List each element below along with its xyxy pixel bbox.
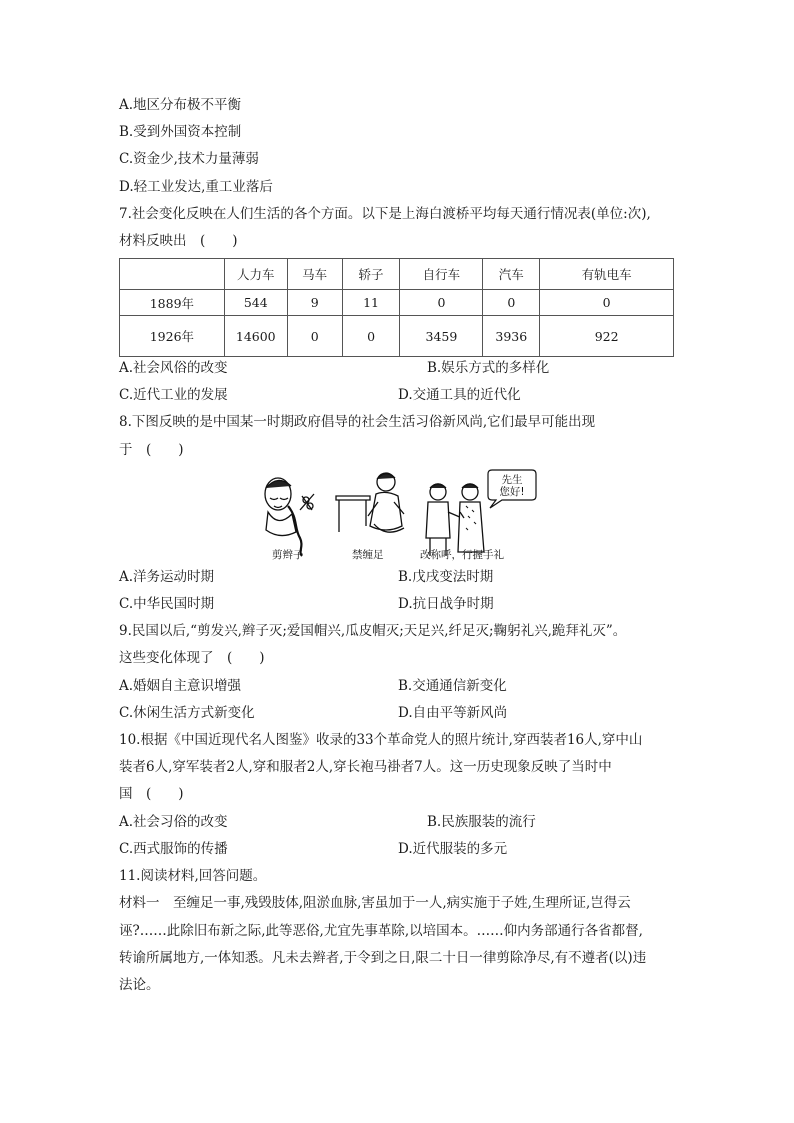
bubble-text-line1: 先生 — [501, 474, 523, 486]
q9-option-d: D.自由平等新风尚 — [398, 705, 508, 721]
q11-stem: 11.阅读材料,回答问题。 — [119, 868, 267, 884]
q7-option-c: C.近代工业的发展 — [119, 387, 228, 403]
table-cell: 1926年 — [120, 316, 225, 357]
q9-option-b: B.交通通信新变化 — [398, 678, 507, 694]
q8-stem-line1: 8.下图反映的是中国某一时期政府倡导的社会生活习俗新风尚,它们最早可能出现 — [119, 414, 596, 430]
q9-option-a: A.婚姻自主意识增强 — [119, 678, 242, 694]
q11-material-line4: 法论。 — [119, 977, 160, 993]
table-header-cell: 马车 — [287, 259, 342, 290]
table-cell: 0 — [400, 290, 483, 316]
table-cell: 14600 — [224, 316, 287, 357]
table-row — [120, 316, 674, 357]
table-header-cell: 轿子 — [342, 259, 400, 290]
q8-option-b: B.戊戌变法时期 — [398, 569, 494, 585]
q8-option-d: D.抗日战争时期 — [398, 596, 494, 612]
table-cell: 0 — [483, 290, 540, 316]
foot-binding-ban-figure — [336, 473, 404, 532]
table-cell: 0 — [540, 290, 674, 316]
table-cell: 3459 — [400, 316, 483, 357]
speech-bubble — [488, 470, 536, 508]
table-cell: 922 — [540, 316, 674, 357]
table-header-cell: 人力车 — [224, 259, 287, 290]
q8-option-a: A.洋务运动时期 — [119, 569, 215, 585]
q7-traffic-table — [119, 258, 674, 357]
caption-cut-queue: 剪辫子 — [272, 549, 304, 561]
table-cell: 0 — [342, 316, 400, 357]
table-header-cell: 有轨电车 — [540, 259, 674, 290]
table-cell: 1889年 — [120, 290, 225, 316]
q10-option-c: C.西式服饰的传播 — [119, 841, 228, 857]
q10-stem-line2: 装者6人,穿军装者2人,穿和服者2人,穿长袍马褂者7人。这一历史现象反映了当时中 — [119, 759, 612, 775]
table-cell: 9 — [287, 290, 342, 316]
q9-stem-line1: 9.民国以后,“剪发兴,辫子灭;爱国帽兴,瓜皮帽灭;天足兴,纤足灭;鞠躬礼兴,跪拜礼灭”。 — [119, 623, 627, 639]
q9-stem-line2: 这些变化体现了 ( ) — [119, 650, 265, 666]
handshake-figure — [426, 484, 484, 556]
q7-option-d: D.交通工具的近代化 — [398, 387, 521, 403]
q6-option-b: B.受到外国资本控制 — [119, 124, 242, 140]
queue-cutting-figure — [265, 478, 314, 556]
table-cell: 11 — [342, 290, 400, 316]
q10-stem-line1: 10.根据《中国近现代名人图鉴》收录的33个革命党人的照片统计,穿西装者16人,穿中山 — [119, 732, 643, 748]
q7-option-b: B.娱乐方式的多样化 — [427, 360, 550, 376]
table-header-cell: 自行车 — [400, 259, 483, 290]
table-cell: 0 — [287, 316, 342, 357]
q8-stem-line2: 于 ( ) — [119, 442, 184, 458]
q9-option-c: C.休闲生活方式新变化 — [119, 705, 255, 721]
table-header-cell: 汽车 — [483, 259, 540, 290]
table-header-cell — [120, 259, 225, 290]
bubble-text-line2: 您好! — [499, 486, 525, 498]
q7-stem-line2: 材料反映出 ( ) — [119, 233, 238, 249]
table-header-row — [120, 259, 674, 290]
q10-option-b: B.民族服装的流行 — [427, 814, 536, 830]
q6-option-d: D.轻工业发达,重工业落后 — [119, 179, 273, 195]
caption-handshake: 改称呼，行握手礼 — [420, 549, 504, 561]
q10-stem-line3: 国 ( ) — [119, 786, 184, 802]
table-cell: 3936 — [483, 316, 540, 357]
q7-option-a: A.社会风俗的改变 — [119, 360, 228, 376]
table-row — [120, 290, 674, 316]
caption-ban-footbinding: 禁缠足 — [352, 549, 384, 561]
q11-material-line1: 材料一 至缠足一事,残毁肢体,阻淤血脉,害虽加于一人,病实施于子姓,生理所证,岂得云 — [119, 895, 631, 911]
q6-option-c: C.资金少,技术力量薄弱 — [119, 151, 259, 167]
q10-option-a: A.社会习俗的改变 — [119, 814, 228, 830]
table-cell: 544 — [224, 290, 287, 316]
q6-option-a: A.地区分布极不平衡 — [119, 97, 242, 113]
q11-material-line2: 诬?……此除旧布新之际,此等恶俗,尤宜先事革除,以培国本。……仰内务部通行各省都督, — [119, 923, 643, 939]
social-customs-cartoon — [258, 466, 538, 562]
q10-option-d: D.近代服装的多元 — [398, 841, 508, 857]
q11-material-line3: 转谕所属地方,一体知悉。凡未去辫者,于令到之日,限二十日一律剪除净尽,有不遵者(以)违 — [119, 950, 647, 966]
q7-stem-line1: 7.社会变化反映在人们生活的各个方面。以下是上海白渡桥平均每天通行情况表(单位:次), — [119, 206, 651, 222]
q8-option-c: C.中华民国时期 — [119, 596, 215, 612]
